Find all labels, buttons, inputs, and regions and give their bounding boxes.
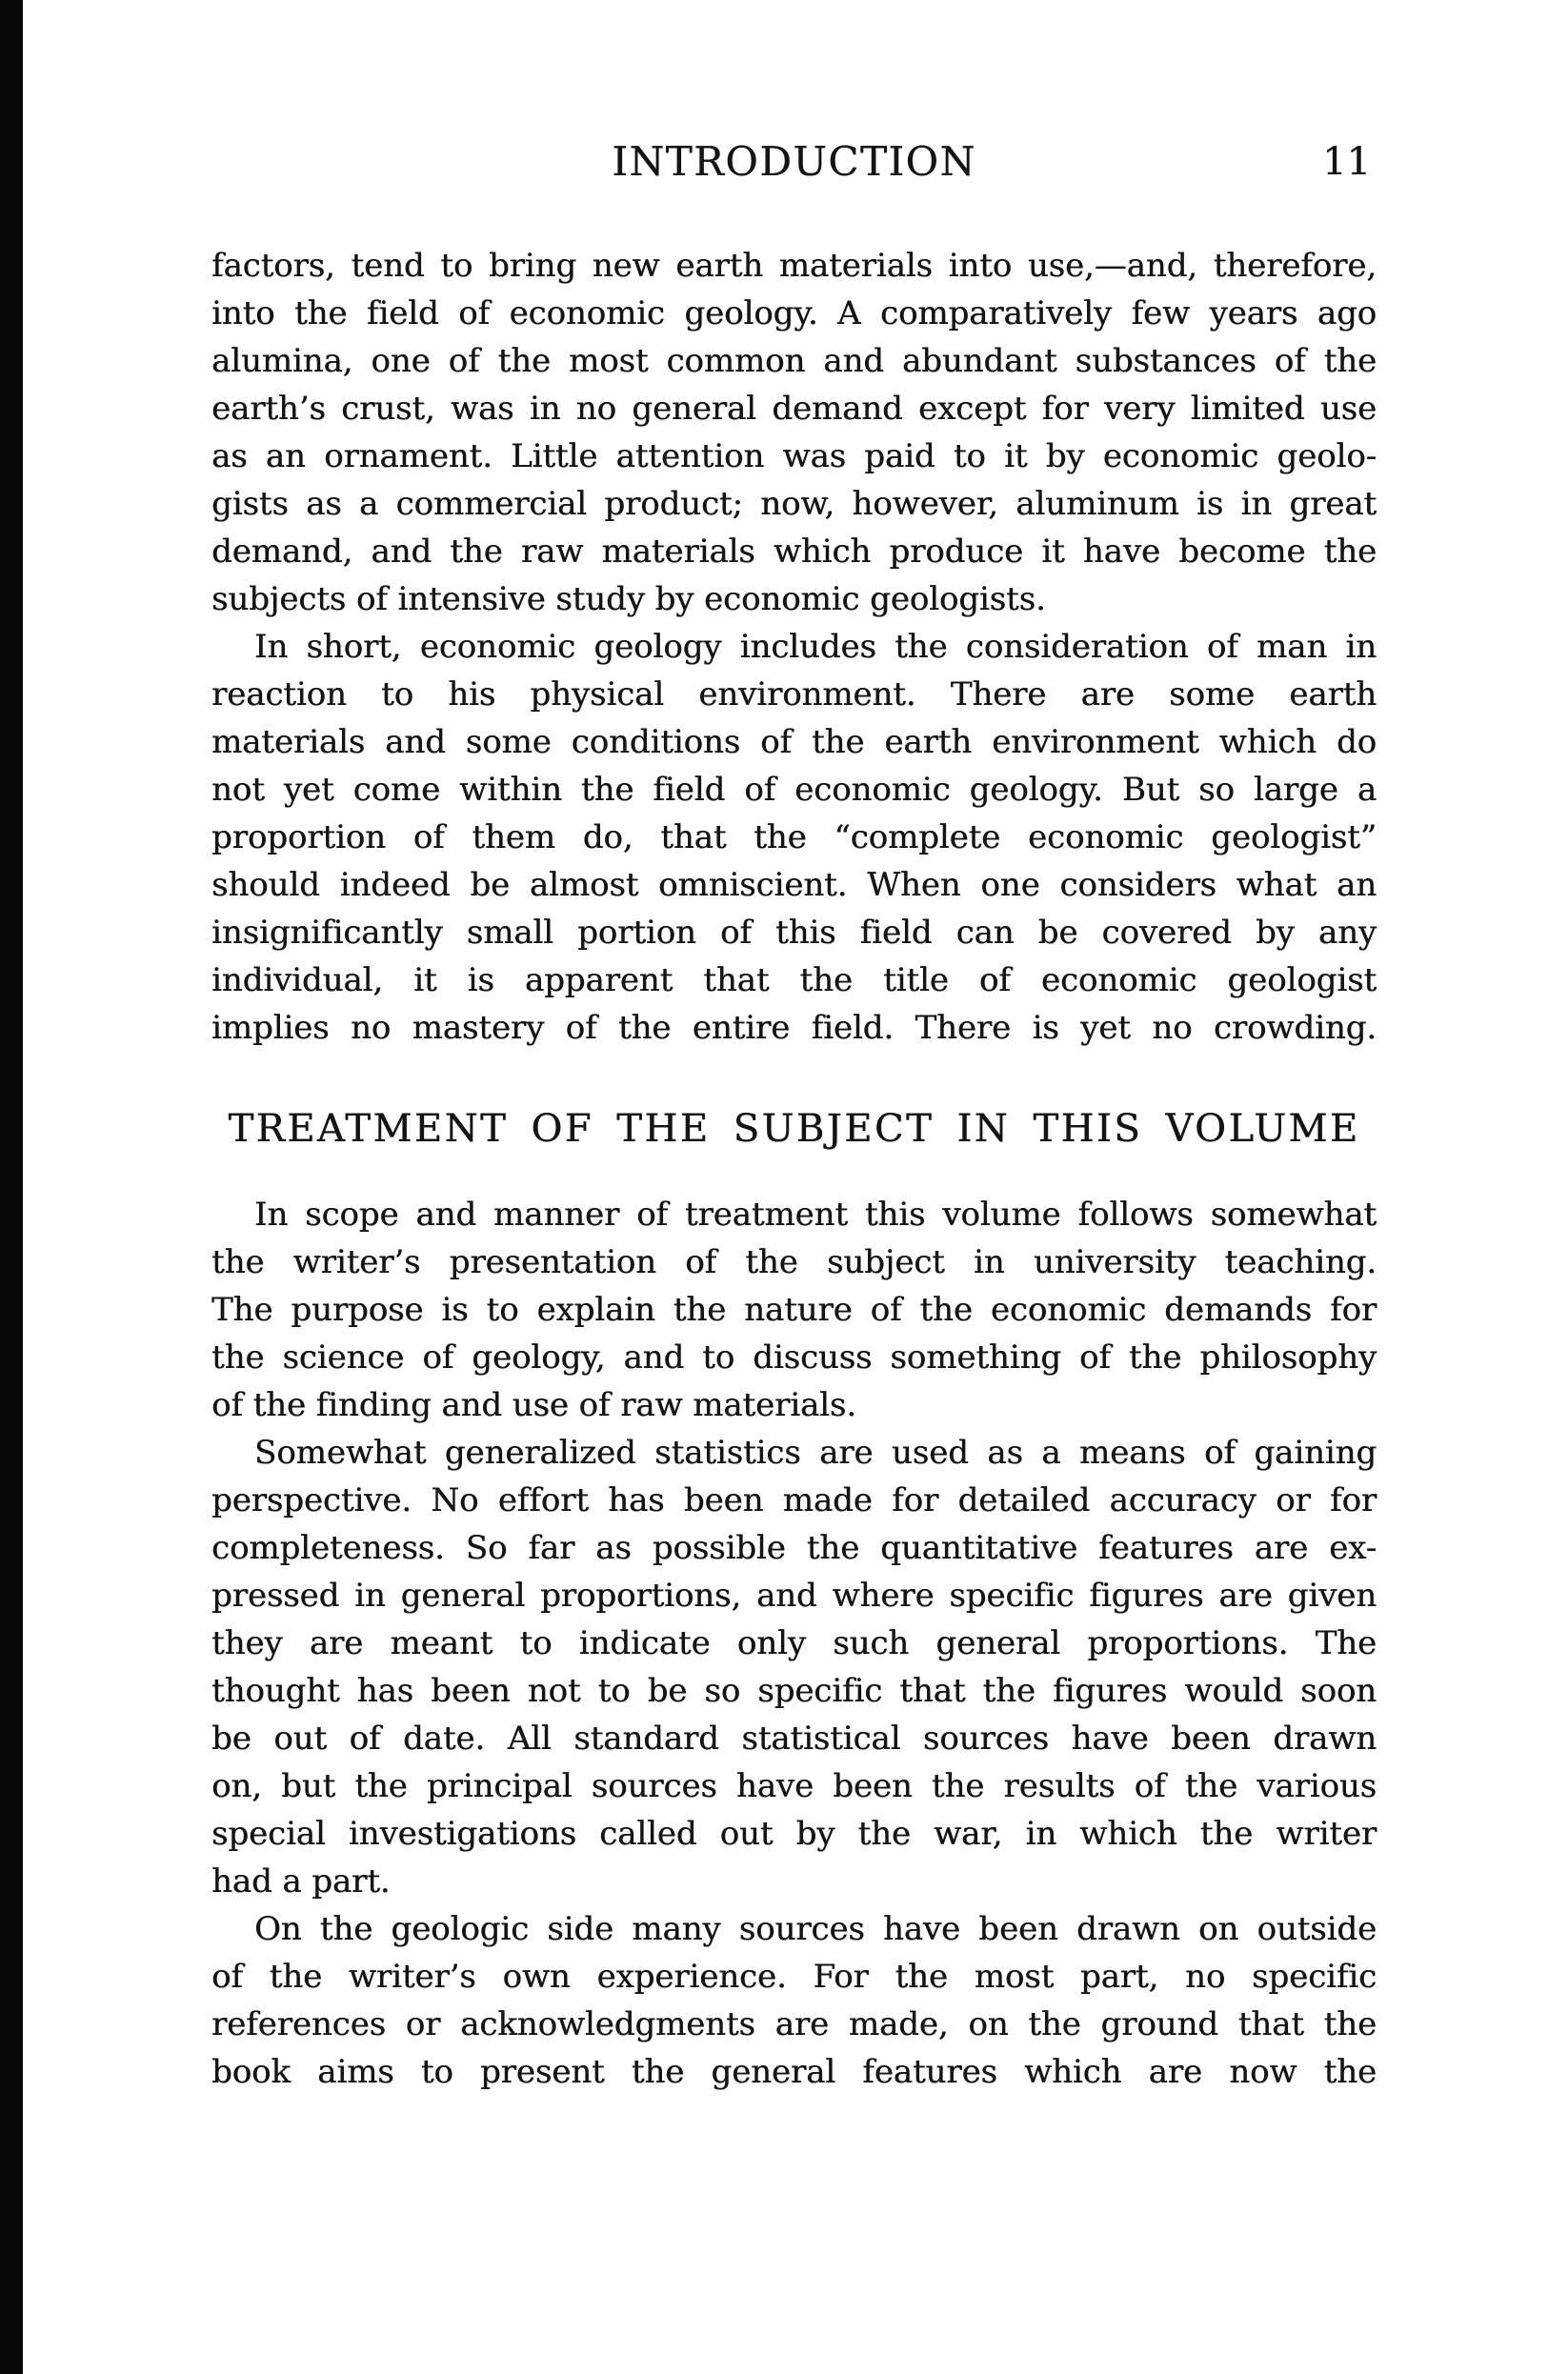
text-line: alumina, one of the most common and abundant substances of the	[211, 342, 1377, 380]
section-heading: TREATMENT OF THE SUBJECT IN THIS VOLUME	[228, 1107, 1360, 1151]
text-line: earth’s crust, was in no general demand except for very limited use	[211, 390, 1377, 428]
text-line: On the geologic side many sources have been drawn on outside	[254, 1910, 1377, 1948]
text-line: into the field of economic geology. A comparatively few years ago	[211, 294, 1377, 332]
text-line: subjects of intensive study by economic geologists.	[211, 580, 1046, 618]
text-line: The purpose is to explain the nature of the economic demands for	[211, 1291, 1377, 1329]
text-line: the writer’s presentation of the subject in university teaching.	[211, 1243, 1377, 1281]
paragraph	[211, 1191, 1377, 1429]
text-line: perspective. No effort has been made for detailed accuracy or for	[211, 1481, 1377, 1519]
text-line: special investigations called out by the war, in which the writer	[211, 1815, 1377, 1853]
text-line: of the writer’s own experience. For the most part, no specific	[211, 1958, 1377, 1996]
text-line: had a part.	[211, 1862, 391, 1901]
paragraph	[211, 242, 1377, 623]
text-line: individual, it is apparent that the title of economic geologist	[211, 961, 1377, 999]
page-header	[211, 135, 1377, 189]
text-line: insignificantly small portion of this field can be covered by any	[211, 914, 1377, 952]
page-body	[211, 242, 1377, 2096]
text-line: be out of date. All standard statistical sources have been drawn	[211, 1720, 1377, 1758]
paragraph	[211, 1905, 1377, 2096]
running-head-title: INTRODUCTION	[612, 138, 976, 185]
text-line: should indeed be almost omniscient. When one considers what an	[211, 866, 1377, 904]
text-line: In short, economic geology includes the consideration of man in	[254, 628, 1377, 666]
text-line: Somewhat generalized statistics are used as a means of gaining	[254, 1434, 1377, 1472]
scan-edge-artifact	[0, 0, 23, 2374]
text-line: they are meant to indicate only such general proportions. The	[211, 1624, 1377, 1662]
text-line: demand, and the raw materials which produce it have become the	[211, 533, 1377, 571]
text-line: implies no mastery of the entire field. There is yet no crowding.	[211, 1009, 1377, 1047]
text-line: completeness. So far as possible the quantitative features are ex-	[211, 1529, 1377, 1567]
text-line: references or acknowledgments are made, on the ground that the	[211, 2005, 1377, 2043]
paragraph	[211, 623, 1377, 1052]
text-line: as an ornament. Little attention was paid to it by economic geolo-	[211, 437, 1377, 475]
text-line: the science of geology, and to discuss something of the philosophy	[211, 1338, 1377, 1377]
text-line: thought has been not to be so specific that the figures would soon	[211, 1672, 1377, 1710]
text-line: materials and some conditions of the earth environment which do	[211, 723, 1377, 761]
text-line: factors, tend to bring new earth materials into use,—and, therefore,	[211, 247, 1377, 285]
text-line: of the finding and use of raw materials.	[211, 1386, 856, 1424]
text-line: book aims to present the general features which are now the	[211, 2053, 1377, 2091]
paragraph	[211, 1429, 1377, 1905]
page-content	[211, 0, 1377, 2096]
text-line: pressed in general proportions, and where specific figures are given	[211, 1577, 1377, 1615]
page-number: 11	[1322, 140, 1371, 184]
text-line: In scope and manner of treatment this volume follows somewhat	[254, 1196, 1377, 1234]
text-line: gists as a commercial product; now, however, aluminum is in great	[211, 485, 1377, 523]
text-line: proportion of them do, that the “complete economic geologist”	[211, 818, 1377, 856]
text-line: reaction to his physical environment. There are some earth	[211, 675, 1377, 714]
text-line: not yet come within the field of economic geology. But so large a	[211, 771, 1377, 809]
text-line: on, but the principal sources have been the results of the various	[211, 1767, 1377, 1805]
